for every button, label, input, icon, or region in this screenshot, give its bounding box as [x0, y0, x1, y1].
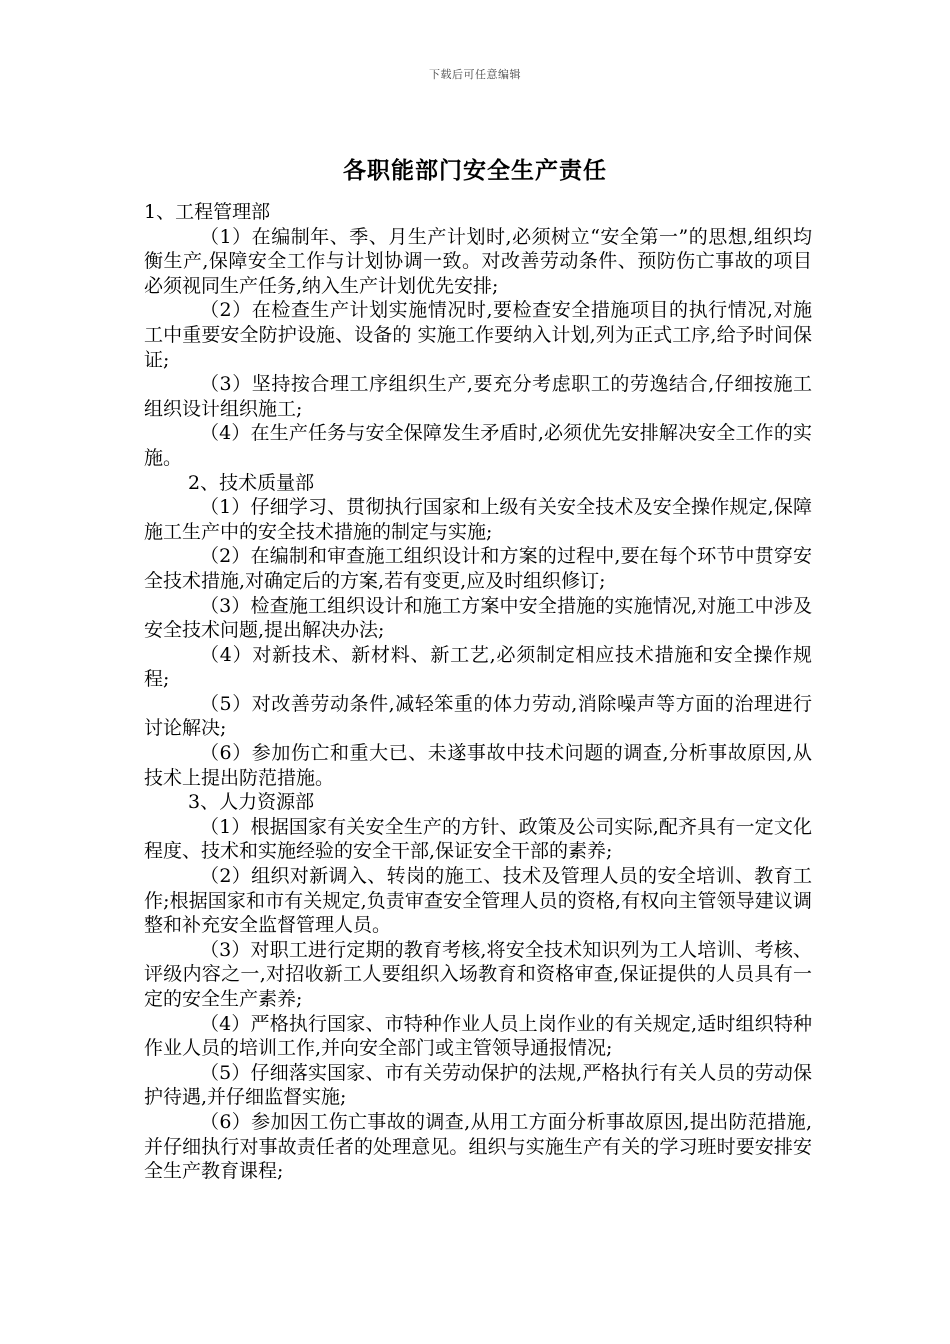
document-title: 各职能部门安全生产责任 [343, 157, 607, 184]
section-item: （2）在编制和审查施工组织设计和方案的过程中,要在每个环节中贯穿安全技术措施,对确定后的方案,若有变更,应及时组织修订; [144, 545, 812, 592]
section-item: （3）对职工进行定期的教育考核,将安全技术知识列为工人培训、考核、评级内容之一,对招收新工人要组织入场教育和资格审查,保证提供的人员具有一定的安全生产素养; [144, 938, 812, 1010]
section-item: （5）仔细落实国家、市有关劳动保护的法规,严格执行有关人员的劳动保护待遇,并仔细监督实施; [144, 1061, 812, 1109]
section-item: （6）参加因工伤亡事故的调查,从用工方面分析事故原因,提出防范措施,并仔细执行对事故责任者的处理意见。组织与实施生产有关的学习班时要安排安全生产教育课程; [144, 1110, 812, 1183]
section-item: （1）仔细学习、贯彻执行国家和上级有关安全技术及安全操作规定,保障施工生产中的安全技术措施的制定与实施; [144, 496, 812, 543]
section-item: （1）在编制年、季、月生产计划时,必须树立“安全第一”的思想,组织均衡生产,保障安全工作与计划协调一致。对改善劳动条件、预防伤亡事故的项目必须视同生产任务,纳入生产计划优先安排; [144, 225, 812, 297]
section-heading: 1、工程管理部 [144, 201, 271, 223]
section-item: （2）组织对新调入、转岗的施工、技术及管理人员的安全培训、教育工作;根据国家和市有关规定,负责审查安全管理人员的资格,有权向主管领导建议调整和补充安全监督管理人员。 [144, 865, 812, 937]
section-item: （3）检查施工组织设计和施工方案中安全措施的实施情况,对施工中涉及安全技术问题,提出解决办法; [144, 594, 812, 642]
section-item: （4）对新技术、新材料、新工艺,必须制定相应技术措施和安全操作规程; [144, 643, 812, 691]
header-note: 下载后可任意编辑 [429, 68, 521, 81]
section-item: （1）根据国家有关安全生产的方针、政策及公司实际,配齐具有一定文化程度、技术和实施经验的安全干部,保证安全干部的素养; [144, 815, 812, 863]
section-item: （4）严格执行国家、市特种作业人员上岗作业的有关规定,适时组织特种作业人员的培训工作,并向安全部门或主管领导通报情况; [144, 1012, 812, 1060]
document-body [144, 200, 812, 1184]
section-heading: 3、人力资源部 [188, 791, 315, 814]
section-item: （5）对改善劳动条件,减轻笨重的体力劳动,消除噪声等方面的治理进行讨论解决; [144, 692, 812, 740]
section-item: （6）参加伤亡和重大已、未遂事故中技术问题的调查,分析事故原因,从技术上提出防范措施。 [144, 742, 812, 789]
section-item: （4）在生产任务与安全保障发生矛盾时,必须优先安排解决安全工作的实施。 [144, 422, 812, 469]
section-item: （3）坚持按合理工序组织生产,要充分考虑职工的劳逸结合,仔细按施工组织设计组织施工; [144, 373, 812, 420]
section-item: （2）在检查生产计划实施情况时,要检查安全措施项目的执行情况,对施工中重要安全防护设施、设备的 实施工作要纳入计划,列为正式工序,给予时间保证; [144, 299, 812, 371]
section-heading: 2、技术质量部 [188, 471, 315, 494]
